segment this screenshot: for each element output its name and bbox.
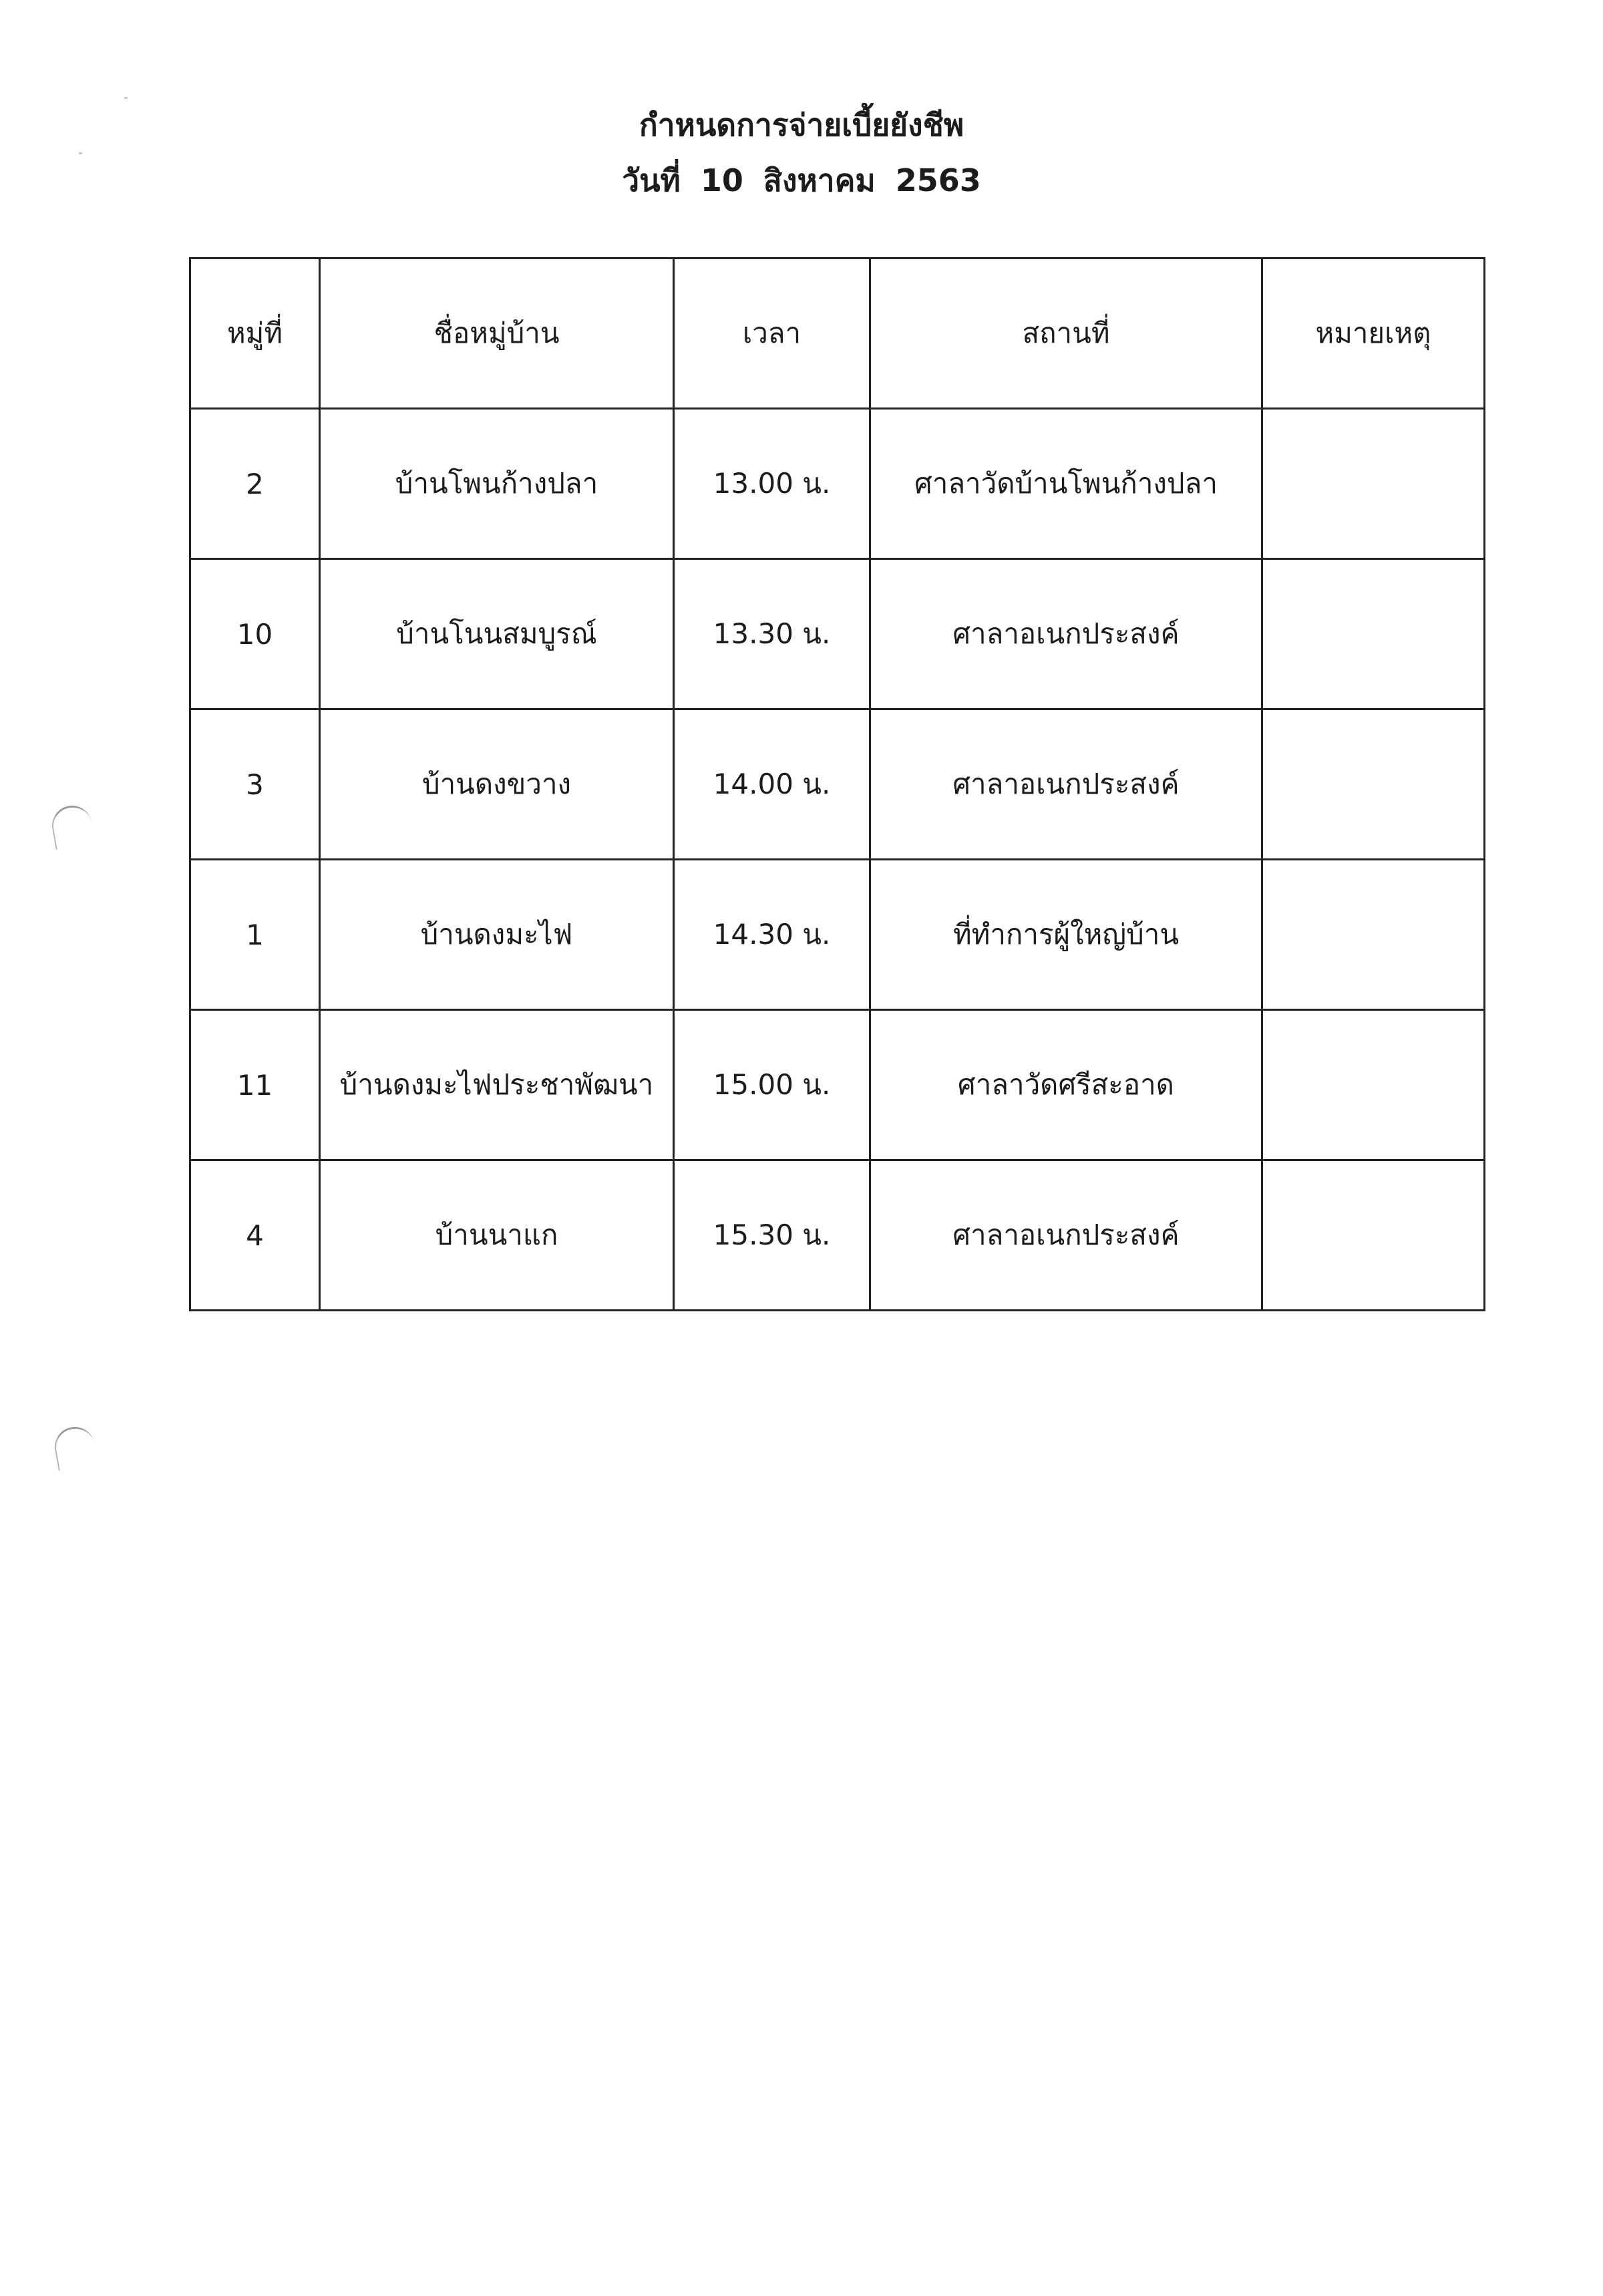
- cell-moo: 11: [190, 1010, 320, 1160]
- document-title: กำหนดการจ่ายเบี้ยยังชีพ: [639, 107, 964, 143]
- cell-time: 15.00 น.: [674, 1010, 870, 1160]
- table-row: [190, 559, 1485, 709]
- cell-moo: 1: [190, 860, 320, 1010]
- cell-remarks: [1262, 409, 1485, 559]
- table-row: [190, 1160, 1485, 1311]
- cell-time: 13.00 น.: [674, 409, 870, 559]
- header-remarks: หมายเหตุ: [1262, 259, 1485, 409]
- cell-place: ศาลาอเนกประสงค์: [870, 1160, 1262, 1311]
- cell-place: ศาลาอเนกประสงค์: [870, 709, 1262, 860]
- scan-speck: [79, 152, 82, 154]
- table-row: [190, 1010, 1485, 1160]
- binder-hole-mark: [51, 1424, 98, 1470]
- table-row: [190, 860, 1485, 1010]
- binder-hole-mark: [49, 802, 96, 849]
- cell-time: 15.30 น.: [674, 1160, 870, 1311]
- document-date: วันที่ 10 สิงหาคม 2563: [622, 162, 981, 198]
- scan-speck: [124, 97, 128, 99]
- cell-remarks: [1262, 1160, 1485, 1311]
- cell-village-name: บ้านโนนสมบูรณ์: [320, 559, 674, 709]
- table-header-row: [190, 259, 1485, 409]
- cell-moo: 2: [190, 409, 320, 559]
- cell-moo: 3: [190, 709, 320, 860]
- cell-place: ศาลาอเนกประสงค์: [870, 559, 1262, 709]
- cell-moo: 10: [190, 559, 320, 709]
- cell-place: ศาลาวัดบ้านโพนก้างปลา: [870, 409, 1262, 559]
- header-place: สถานที่: [870, 259, 1262, 409]
- cell-village-name: บ้านดงมะไฟประชาพัฒนา: [320, 1010, 674, 1160]
- schedule-table: [189, 257, 1485, 1311]
- header-moo: หมู่ที่: [190, 259, 320, 409]
- cell-remarks: [1262, 559, 1485, 709]
- cell-place: ที่ทำการผู้ใหญ่บ้าน: [870, 860, 1262, 1010]
- cell-time: 14.00 น.: [674, 709, 870, 860]
- cell-remarks: [1262, 860, 1485, 1010]
- cell-place: ศาลาวัดศรีสะอาด: [870, 1010, 1262, 1160]
- cell-remarks: [1262, 1010, 1485, 1160]
- cell-village-name: บ้านนาแก: [320, 1160, 674, 1311]
- cell-time: 14.30 น.: [674, 860, 870, 1010]
- header-time: เวลา: [674, 259, 870, 409]
- table-row: [190, 709, 1485, 860]
- cell-time: 13.30 น.: [674, 559, 870, 709]
- cell-moo: 4: [190, 1160, 320, 1311]
- cell-village-name: บ้านโพนก้างปลา: [320, 409, 674, 559]
- cell-village-name: บ้านดงขวาง: [320, 709, 674, 860]
- cell-remarks: [1262, 709, 1485, 860]
- table-row: [190, 409, 1485, 559]
- cell-village-name: บ้านดงมะไฟ: [320, 860, 674, 1010]
- header-village-name: ชื่อหมู่บ้าน: [320, 259, 674, 409]
